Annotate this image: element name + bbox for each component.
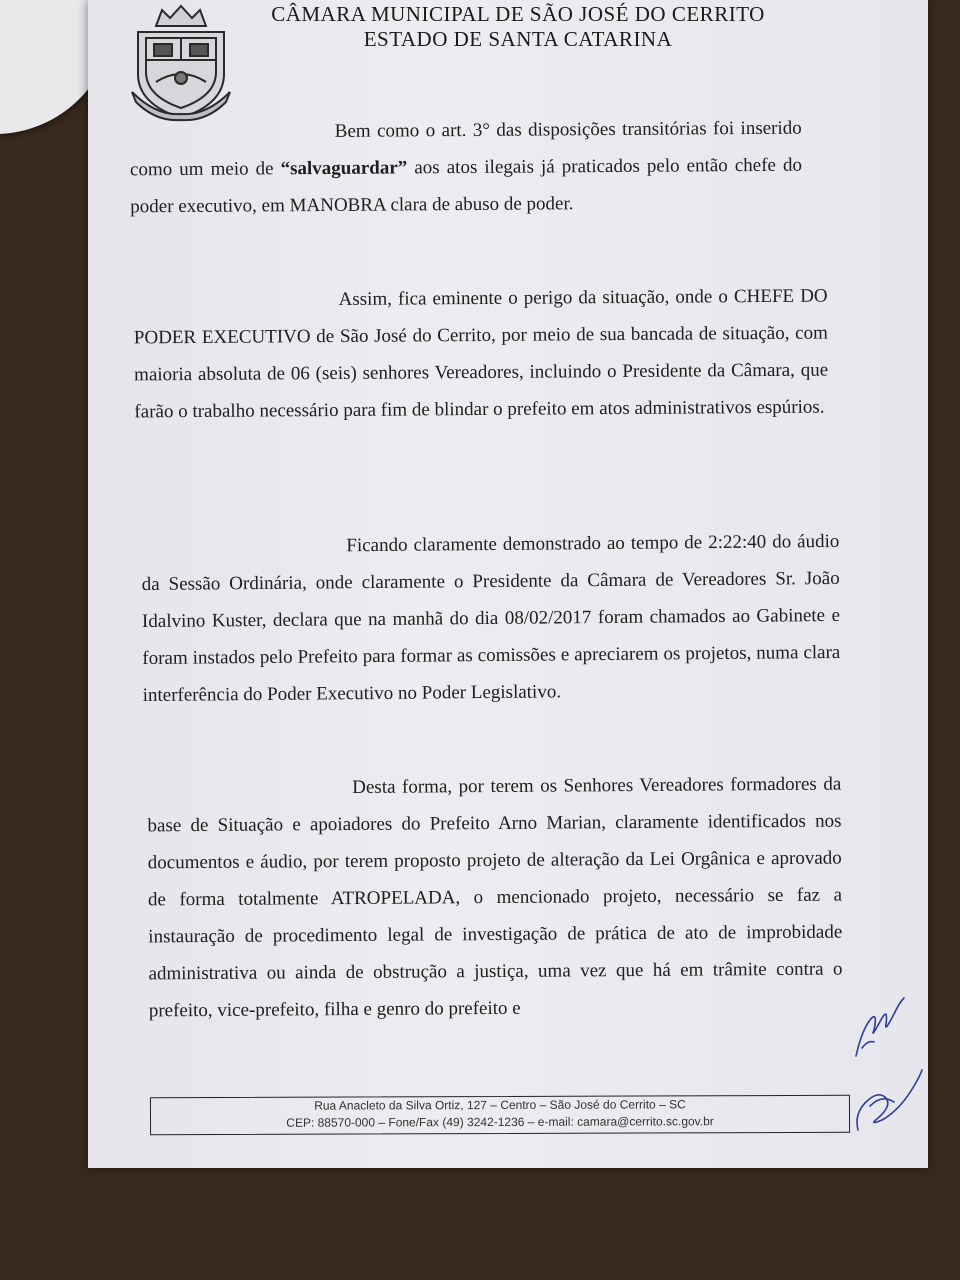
- paragraph-1-bold-term: “salvaguardar”: [280, 157, 408, 180]
- handwritten-initials-icon: [848, 990, 928, 1140]
- footer-contact: CEP: 88570-000 – Fone/Fax (49) 3242-1236 – e-mail: camara@cerrito.sc.gov.br: [286, 1114, 714, 1130]
- coat-of-arms-icon: [126, 4, 236, 122]
- paragraph-3: [141, 523, 841, 714]
- letterhead: [238, 2, 798, 52]
- paragraph-3-text: Ficando claramente demonstrado ao tempo de 2:22:40 do áudio da Sessão Ordinária, onde claramente o Presidente da Câmara de Vereadores Sr. João Idalvino Kuster, declara que na manhã do dia 08/02/2017 foram chamados ao Gabinete e foram instados pelo Prefeito para formar as comissões e apreciarem os projetos, numa clara interferência do Poder Executivo no Poder Legislativo.: [141, 530, 841, 707]
- paragraph-1-text-a: Bem como o art. 3° das disposições transitórias foi inserido como um meio de: [129, 117, 802, 181]
- paragraph-2-text: Assim, fica eminente o perigo da situação, onde o CHEFE DO PODER EXECUTIVO de São José do Cerrito, por meio de sua bancada de situação, com maioria absoluta de 06 (seis) senhores Vereadores, incluindo o Presidente da Câmara, que farão o trabalho necessário para fim de blindar o prefeito em atos administrativos espúrios.: [133, 285, 829, 423]
- chamber-title: CÂMARA MUNICIPAL DE SÃO JOSÉ DO CERRITO: [271, 2, 765, 26]
- document-page: [88, 0, 928, 1168]
- paragraph-4: [147, 766, 843, 1030]
- paragraph-4-text: Desta forma, por terem os Senhores Vereadores formadores da base de Situação e apoiadores do Prefeito Arno Marian, claramente identificados nos documentos e áudio, por terem proposto projeto de alteração da Lei Orgânica e aprovado de forma totalmente ATROPELADA, o mencionado projeto, necessário se faz a instauração de procedimento legal de investigação de prática de ato de improbidade administrativa ou ainda de obstrução a justiça, uma vez que há em trâmite contra o prefeito, vice-prefeito, filha e genro do prefeito e: [147, 773, 843, 1022]
- state-title: ESTADO DE SANTA CATARINA: [363, 27, 673, 51]
- paragraph-1-text-b: aos atos ilegais já praticados pelo então chefe do poder executivo, em MANOBRA clara de abuso de poder.: [130, 154, 803, 218]
- paragraph-1: [130, 110, 803, 226]
- footer-address-box: [150, 1095, 850, 1135]
- paragraph-2: [133, 278, 828, 431]
- footer-address: Rua Anacleto da Silva Ortiz, 127 – Centro – São José do Cerrito – SC: [314, 1097, 686, 1113]
